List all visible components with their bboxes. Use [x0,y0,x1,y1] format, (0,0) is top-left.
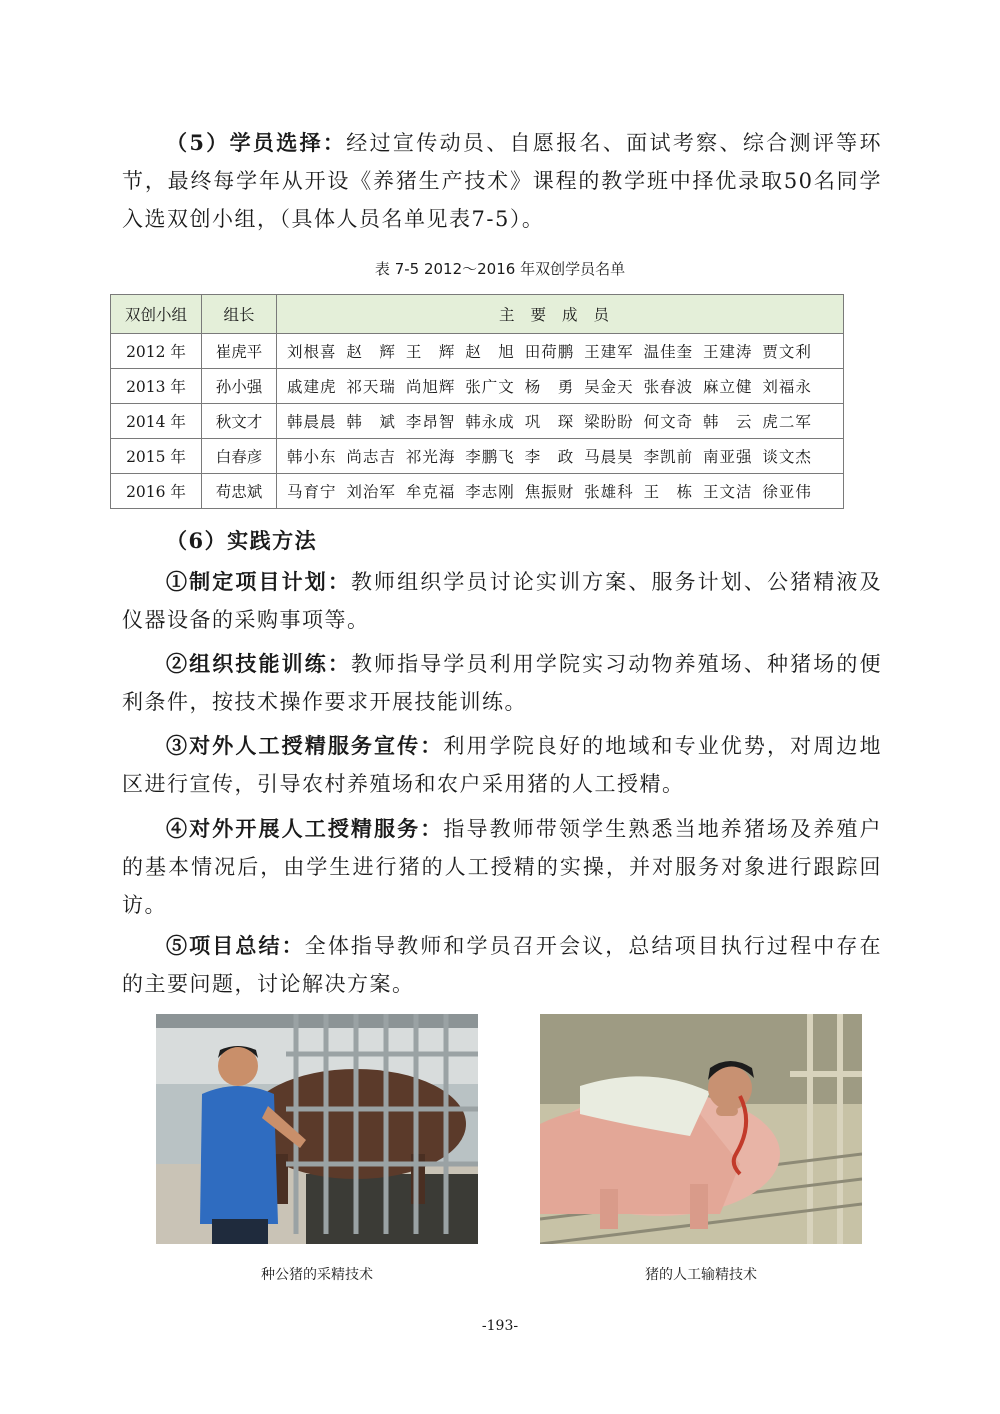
row-leader: 白春彦 [202,439,277,474]
row-leader: 苟忠斌 [202,474,277,509]
table-row [111,334,844,369]
method-item-text: 指导教师带领学生熟悉当地养猪场及养殖户的基本情况后，由学生进行猪的人工授精的实操，并对服务对象进行跟踪回访。 [122,817,883,917]
row-year: 2012 年 [111,334,202,369]
section-6-heading: （6）实践方法 [166,528,318,553]
method-item-4 [122,810,882,924]
method-item-1 [122,563,882,639]
artificial-insemination-photo-art [540,1014,862,1244]
method-item-5 [122,927,882,1003]
row-members: 韩晨晨 韩 斌 李昂智 韩永成 巩 琛 梁盼盼 何文奇 韩 云 虎二军 [277,404,844,439]
table-row [111,369,844,404]
method-item-lead: ⑤项目总结： [166,933,305,958]
row-members: 刘根喜 赵 辉 王 辉 赵 旭 田荷鹏 王建军 温佳奎 王建涛 贾文利 [277,334,844,369]
row-leader: 秋文才 [202,404,277,439]
row-year: 2014 年 [111,404,202,439]
row-members: 戚建虎 祁天瑞 尚旭辉 张广文 杨 勇 吴金天 张春波 麻立健 刘福永 [277,369,844,404]
table-row [111,404,844,439]
method-item-text: 利用学院良好的地域和专业优势，对周边地区进行宣传，引导农村养殖场和农户采用猪的人工授精。 [122,734,883,796]
row-members: 韩小东 尚志吉 祁光海 李鹏飞 李 政 马晨昊 李凯前 南亚强 谈文杰 [277,439,844,474]
method-item-lead: ④对外开展人工授精服务： [166,816,444,841]
row-year: 2013 年 [111,369,202,404]
section-5-paragraph [122,124,882,238]
header-group: 双创小组 [111,295,202,334]
method-item-3 [122,727,882,803]
method-item-text: 教师组织学员讨论实训方案、服务计划、公猪精液及仪器设备的采购事项等。 [122,570,883,632]
table-row [111,439,844,474]
row-year: 2016 年 [111,474,202,509]
row-year: 2015 年 [111,439,202,474]
row-leader: 孙小强 [202,369,277,404]
method-item-text: 教师指导学员利用学院实习动物养殖场、种猪场的便利条件，按技术操作要求开展技能训练。 [122,652,883,714]
method-item-2 [122,645,882,721]
method-item-lead: ②组织技能训练： [166,651,351,676]
table-header-row [111,295,844,334]
section-5-text: 经过宣传动员、自愿报名、面试考察、综合测评等环节，最终每学年从开设《养猪生产技术》课程的教学班中择优录取50名同学入选双创小组，（具体人员名单见表7-5）。 [122,131,882,231]
row-members: 马育宁 刘治军 牟克福 李志刚 焦振财 张雄科 王 栋 王文洁 徐亚伟 [277,474,844,509]
photo-caption-1: 种公猪的采精技术 [261,1267,373,1283]
artificial-insemination-photo [540,1014,862,1244]
table-row [111,474,844,509]
student-roster-table [110,294,844,509]
header-leader: 组长 [202,295,277,334]
page-number: -193- [481,1318,519,1334]
semen-collection-photo-art [156,1014,478,1244]
method-item-text: 全体指导教师和学员召开会议，总结项目执行过程中存在的主要问题，讨论解决方案。 [122,934,883,996]
row-leader: 崔虎平 [202,334,277,369]
section-5-lead: （5）学员选择： [166,130,347,155]
semen-collection-photo [156,1014,478,1244]
table-title: 表 7-5 2012～2016 年双创学员名单 [374,260,626,278]
header-members: 主要成员 [277,295,844,334]
method-item-lead: ①制定项目计划： [166,569,351,594]
method-item-lead: ③对外人工授精服务宣传： [166,733,444,758]
photo-caption-2: 猪的人工输精技术 [645,1267,757,1283]
